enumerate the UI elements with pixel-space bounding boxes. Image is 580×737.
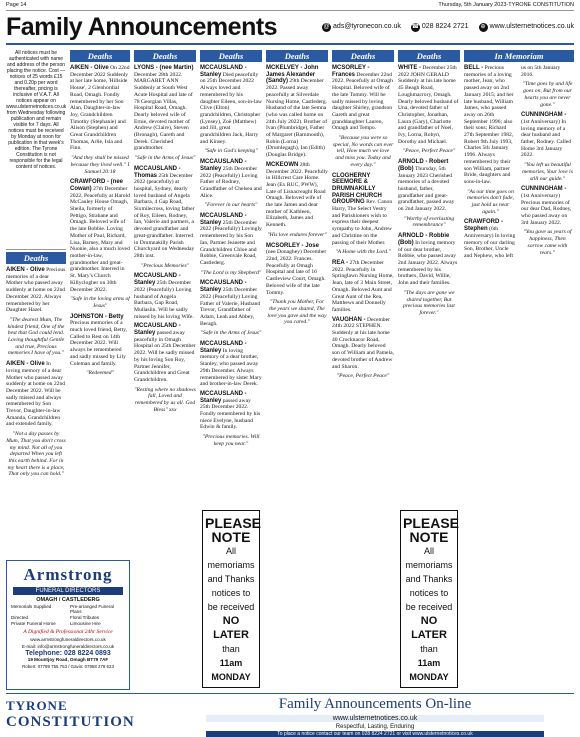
notice-entry [332, 173, 394, 247]
phone-icon: ☎ [411, 23, 420, 30]
service-item: Private Funeral Home [11, 621, 56, 626]
top-line [6, 2, 574, 11]
col3-entries [134, 65, 196, 413]
notice-verse: "Time goes by and life goes on, But from our hearts you are never gone." [522, 81, 573, 108]
notice-verse: "Safe in God's keeping" [204, 148, 258, 155]
notice-verse: "Peace, Perfect Peace" [402, 148, 456, 155]
col7-entries [398, 65, 460, 317]
armstrong-services [7, 603, 129, 627]
notice-text: 27th December 2022. Peacefully at Harold McCauley House Omagh, Sheila, formerly of Pettigo, Strabane and Omagh. Beloved wife of the late Bobbie. Loving Mother of Paul, Richard, Lisa, Barney, Mary and Nuonie, also a much loved mother-in-law, grandmother and great-grandmother. Interred in St. Mary's Church Killyclogher on 30th December 2022. [70, 185, 130, 293]
notice-text: Precious memories of a much loved friend, Betty, Called to Rest on 14th December 2022. Will always be remembered and sadly missed by Lily Coleman and family. [70, 320, 127, 367]
tyrone-constitution-logo: TYRONE CONSTITUTION [6, 698, 135, 730]
notice-text: passed away 25th December 2022. Fondly remembered by his niece Evelyne, husband Edwin & family. [200, 397, 261, 431]
armstrong-telephone: Telephone: 028 8224 0893 [25, 650, 111, 657]
notice-entry [266, 65, 328, 159]
notice-verse: "Redeemed" [86, 370, 114, 377]
online-title: Family Announcements On-line [278, 696, 472, 712]
column-8 [464, 50, 574, 690]
notice-text: (1st Anniversary) In loving memory of a dear husband and father, Rodney. Called Home 3rd January 2022. [521, 118, 572, 159]
notice-text: Precious memories of a loving mother, Jean, who passed away on 2nd January 2015; and her late husband, William James, who passed away on 26th September 1996; also their sons; Richard 27th September 1982, Robert 9th July 1993, Charles 5th January 1996. Always remembered by their son William, partner Bride, daughters and sons-in-law. [464, 65, 514, 185]
notice-text: In loving memory of a dear brother, Stanley, who passed away 29th December. Always remembered by sister Mary and brother-in-law Derek. [200, 347, 262, 388]
col5-entries [266, 65, 328, 326]
notice-name: AIKEN - Olive [6, 267, 45, 273]
notice-text: (nee Donaghey) December 22nd, 2022. Frances. Peacefully at Omagh Hospital and late of 16 Castleview Court, Omagh. Beloved wife of the late Tommy. [266, 249, 327, 296]
notice-name: MCCAUSLAND - Thomas [134, 165, 181, 179]
notice-entry [200, 159, 262, 199]
column-5 [266, 50, 328, 690]
notice-name: CRAWFORD - Stephen [464, 219, 503, 233]
online-contact-note: To place a notice contact our team on 028 8224 2721 or visit www.ulsternetnotices.co.uk [206, 731, 544, 737]
notice-name: MCSORLEY - Frances [332, 65, 370, 78]
notice-name: MCCAUSLAND - Stanley [134, 273, 181, 287]
armstrong-address: 19 Mountjoy Road, Omagh BT79 7AF [27, 657, 109, 662]
notice-entry [266, 243, 328, 297]
column-6 [332, 50, 394, 690]
notice-name: CUNNINGHAM - [521, 112, 567, 119]
notice-name: AIKEN - Olive [6, 361, 45, 368]
notice-name: BELL - [464, 65, 484, 71]
notice-verse: "Worthy of everlasting remembrance" [403, 215, 455, 229]
notice-verse: "Thank you Mother, For the years we shared, The love you gave and the way you cared." [267, 299, 327, 326]
notice-entry [521, 186, 574, 226]
notice-text: 29th December 2022. Passed away peacefully at Silverdale Nursing Home, Castlederg. Husband of the late Semna (who was called home on 24th July 2022). Brother of Ivan (Plumbridge), Father of Margaret (Barnmouth), Robin (Lorna) (Drumlegagh), Ian (Edith) (Douglas Bridge). [266, 78, 328, 159]
notice-name: MCKELVEY - John James Alexander (Sandy) [266, 65, 319, 85]
notice-name: MCCAUSLAND - Stanley [200, 159, 247, 172]
notice-entry [332, 65, 394, 132]
web-contact[interactable]: ⊕ www.ulsternetnotices.co.uk [480, 22, 574, 30]
notice-entry [200, 391, 262, 431]
notice-entry [6, 267, 66, 314]
notice-name: CRAWFORD - (nee Cowan) [70, 179, 123, 192]
notice-entry [134, 65, 196, 152]
notice-entry [200, 280, 262, 327]
armstrong-web[interactable]: www.armstrongfuneraldirectors.co.uk [30, 637, 106, 642]
page-number: Page 14 [6, 2, 27, 8]
notice-entry [200, 65, 262, 145]
notice-name: MCCAUSLAND - Stanley [200, 213, 247, 226]
notice-text: 27th December 2022. Peacefully in Springlawn Nursing Home, Jean, late of 3 Main Street, Omagh. Beloved Aunt and Great Aunt of the Rea, Matthews and Donnelly families. [332, 259, 394, 313]
notice-verse: "The dearest Mum, The kindest friend, One of the best that God could lend. Loving thoughtful Gentle and true, Precious memories I have of you." [7, 316, 65, 357]
notice-entry [6, 361, 66, 428]
notice-verse: "You left us beautiful memories, Your love is still our guide." [522, 162, 573, 182]
notice-verse: "Not a day passes by Mum, That you don't cross my mind. Not all of you departed When you left this earth behind. For in my heart there is a place, That only you can hold." [6, 431, 66, 478]
col4-entries [200, 65, 262, 448]
armstrong-subtitle: FUNERAL DIRECTORS [13, 587, 123, 595]
notice-name: MCCAUSLAND - Stanley [200, 280, 247, 294]
notice-text: 25th December 2022 (Peacefully) Loving Father of Rodney, Grandfather of Chelsea and Alice. [200, 165, 262, 199]
phone-contact[interactable]: ☎ 028 8224 2721 [411, 22, 469, 30]
notice-verse: "The days are gone we shared together, But precious memories last forever." [403, 289, 455, 316]
notice-name: VAUGHAN - [332, 316, 366, 323]
notice-text: Thursday, 5th January 2023 Cherished memories of a devoted husband, father, grandfather and great-grandfather, passed away on 2nd January 2022. [398, 165, 455, 213]
col2-entries [70, 65, 130, 377]
notice-text: In loving memory of a dear Mother who passed away suddenly at home on 22nd December 2022. Will be sadly missed and always remembered by Son Trevor, Daughter-in-law Amanda, Grandchildren and extended family. [6, 361, 66, 428]
deaths-banner: Deaths [70, 50, 130, 62]
armstrong-town: OMAGH / CASTLEDERG [36, 597, 100, 603]
notice-text: 25th December 2022 (Peacefully) Loving Father of Valerie, Husband Trevor, Grandfather of Adam, Leah and Abbey, Beragh. [200, 287, 261, 327]
in-memoriam-banner: In Memoriam [464, 50, 574, 62]
notice-verse: "A Home with the Lord." [335, 249, 391, 256]
notice-name: MCKEOWN [266, 161, 299, 168]
notice-verse: "You gave us years of happiness, Then sorrow came with tears." [523, 229, 572, 256]
notice-entry [134, 166, 196, 260]
email-icon: @ [323, 23, 330, 30]
notice-name: WHITE - [398, 65, 421, 71]
notice-text: In loving memory of our dear brother, Robbie, who passed away 2nd January 2022. Always remembered by his brothers, David, Willie, John and their families. [398, 239, 458, 287]
deaths-banner: Deaths [266, 50, 328, 62]
please-note-box: PLEASE NOTE All memoriams and Thanks notices to be received NO LATER than 11am MONDAY [202, 510, 260, 688]
col8-entries [464, 65, 574, 260]
col1-entries [6, 267, 66, 478]
notice-text: December 22nd 2022. Peacefully at Omagh Hospital. Beloved wife of the late Tommy. Will be sadly missed by loving daughter Shirley, grandson Gareth and great granddaughter Lauren, Omagh and Tempo. [332, 71, 393, 132]
notice-name: MCCAUSLAND - Stanley [200, 341, 247, 354]
online-url[interactable]: www.ulsternetnotices.co.uk [206, 715, 544, 722]
contact-bar [322, 23, 574, 32]
notice-entry [70, 65, 130, 152]
notice-text: 25th December 2022 (Peacefully) Loving husband of Angela Barbara, Gap Road, Mullaslin. Will be sadly missed by his loving Wife. [134, 280, 194, 320]
notice-text: December 25th 2022 JOHN GERALD Suddenly at his late home 45 Beagh Road, Loughmacrory, Omagh. Dearly beloved husband of Una, devoted father of Christopher, Jonathan, Laura (Gary), Charlotte and grandfather of Noel, Ivy, Lorna, Robyn, Dorothy and Michael. [398, 65, 459, 145]
notice-box: All notices must be authenticated with name and address of the person placing the notice. Cost — notices of 25 words £15 and 0.20p per word thereafter, pricing is inclusive of V.A.T. All notices appear on www.ulsternetnotices.co.uk from Wednesday following publication and remain visible for 7 days. All notices must be received by Monday at noon for publication in that week's edition. The Tyrone Constitution is not responsible for the legal content of notices. [6, 50, 66, 250]
notice-name: ARNOLD - Robbie (Bob) [398, 233, 450, 246]
notice-verse: "Because you were so special, No words can ever tell, How much we love and miss you. Today and every day." [332, 135, 394, 168]
notice-text: passed away peacefully in Omagh Hospital on 25th December 2022. Will be sadly missed by his loving Son Roy, Partner Jennifer, Grandchildren and Great Grandchildren. [134, 330, 196, 383]
service-item: Pre-arranged Funeral Plans [70, 604, 114, 614]
notice-verse: "Precious memories. Will keep you near." [202, 434, 260, 447]
notice-name: MCCAUSLAND - Stanley [200, 65, 247, 78]
column-3 [134, 50, 196, 690]
column-4 [200, 50, 262, 505]
notice-entry [398, 233, 460, 287]
deaths-banner: Deaths [134, 50, 196, 62]
notice-entry [200, 341, 262, 388]
masthead [6, 12, 574, 42]
armstrong-mobiles: Robert: 07799 755 753 / Gavin: 07958 278 623 [22, 663, 114, 669]
notice-verse: "His love endures forever" [267, 231, 327, 238]
notice-verse: "Safe in the Arms of Jesus" [200, 330, 262, 337]
notice-name: LYONS - (nee Martin) [134, 65, 194, 71]
deaths-banner: Deaths [200, 50, 262, 62]
notice-text: December 28th 2022. MARGARET ANN Suddenly at South West Acute Hospital and late of 78 Georgian Villas, Hospital Road, Omagh. Dearly beloved wife of Ernie, devoted mother of Andrew (Claire), Steven (Bronagh), Gareth and Derek. Cherished grandmother. [134, 71, 193, 152]
notice-verse: "As our time goes on memories don't fade, just hold us near again." [467, 188, 514, 215]
service-item: Limousine Hire [70, 621, 101, 626]
notice-entry [398, 159, 460, 213]
notice-name: ARNOLD - Robert (Bob) [398, 159, 449, 172]
notice-name: JOHNSTON - Betty [70, 313, 124, 320]
column-2 [70, 50, 130, 555]
service-item: Directed [11, 615, 29, 620]
dateline: Thursday, 5th January 2023-TYRONE CONSTITUTION [438, 2, 574, 8]
notice-verse: "Forever in our hearts" [204, 202, 258, 209]
notice-verse: "The Lord is my Shepherd" [200, 269, 262, 276]
notice-name: REA - [332, 259, 349, 266]
notice-entry [332, 260, 394, 314]
notice-text: 28th December 2022. Peacefully in Hillcrest Care Home. Jean (Ex RUC, PWW), Late of Lisnacreaght Road Omagh. Beloved wife of the late James and dear mother of Kathleen, Elizabeth, James and Kenneth. [266, 161, 328, 229]
armstrong-funeral-ad [6, 560, 130, 690]
notice-entry [332, 317, 394, 371]
deaths-banner: Deaths [398, 50, 460, 62]
online-promo [176, 694, 574, 737]
col6-entries [332, 65, 394, 380]
notice-entry [70, 314, 130, 368]
notice-entry [200, 213, 262, 267]
notice-name: MCCAUSLAND - Stanley [134, 323, 181, 337]
deaths-banner: Deaths [332, 50, 394, 62]
notice-name: CUNNINGHAM - [521, 186, 567, 193]
notice-text: (6th Anniversary) In loving memory of our darling Son, Brother, Uncle and Nephew, who left us on 5th January 2016. [464, 65, 561, 259]
globe-icon: ⊕ [480, 23, 486, 30]
header-rule [6, 43, 574, 45]
service-item: Memorials Supplied [11, 604, 52, 609]
notice-entry [521, 112, 574, 159]
online-tagline: Respectful, Lasting, Enduring [335, 724, 415, 730]
armstrong-tagline: A Dignified & Professional 24hr Service [23, 629, 113, 635]
notice-text: Rev. Canon Harry, The Select Vestry and Parishioners wish to express their deepest sympathy to John, Andrew and Christine on the passing of their Mother. [332, 199, 393, 246]
notice-name: AIKEN - Olive [70, 65, 109, 71]
notice-text: 25th December 2022 (Peacefully) Lovingly remembered by his Son Ian, Partner Jeanette and Grandchildren Chloe and Robbie, Greenvale Road, Castlederg. [200, 219, 262, 266]
notice-text: December 24th 2022 STEPHEN. Suddenly at his late home 40 Crocknacor Road, Omagh. Dearly beloved son of William and Pamela, devoted brother of Andrew and Sharon. [332, 316, 394, 370]
footer-banner [6, 693, 574, 737]
notice-entry [134, 323, 196, 383]
service-item: Floral Tributes [70, 615, 100, 620]
notice-entry [398, 65, 460, 145]
please-note-box-right: PLEASE NOTE All memoriams and Thanks notices to be received NO LATER than 11am MONDAY [400, 510, 458, 688]
notice-entry [70, 179, 130, 293]
armstrong-email[interactable]: E-mail: info@armstrongfuneraldirectors.co.uk [21, 643, 115, 649]
notice-text: 25th December 2022 (peacefully) at hospital, Sydney, dearly loved husband of Angela Barbara, 4 Gap Road, Sixmilecross, loving father of Roy, Eileen, Rodney, Ian, Valerie and partners, a devoted grandfather and great-grandfather. Interred in Drumnakilly Parish Churchyard on Wednesday 28th inst. [134, 172, 195, 259]
notice-text: (1st Anniversary) Precious memories of our dear Dad, Rodney, who passed away on 3rd January 2022. [521, 192, 572, 226]
notice-entry [266, 162, 328, 229]
notice-verse: "Peace, Perfect Peace" [336, 373, 390, 380]
email-contact[interactable]: @ ads@tyronecon.co.uk [323, 22, 401, 30]
notice-entry [134, 273, 196, 320]
notice-text: On 22nd December 2022 Suddenly at her late home, 'Hillside House', 2 Glenhordial Road, Omagh. Fondly remembered by her Son Alan, Daughter-in-law Joy, Grandchildren Timothy (Stephanie) and Alison (Stephen) and Great Grandchildren Thomas, Arlie, Isla and Finn. [70, 65, 130, 152]
column-1 [6, 50, 66, 555]
notice-verse: "Safe in the loving arms of Jesus" [70, 296, 130, 309]
column-7 [398, 50, 460, 505]
notice-name: CLOGHERNY SEEMORE & DRUMNAKILLY PARISH CHURCH GROUPING [332, 172, 382, 206]
notice-verse: "Precious Memories" [140, 262, 190, 269]
notice-verse: "And they shall be missed because they lived well." I Samuel 20:18 [70, 155, 130, 175]
notice-text: Precious memories of a dear Mother who passed away suddenly at home on 22nd December 2022. Always remembered by her Daughter Hazel. [6, 267, 66, 314]
notice-text: Died peacefully on 25th December 2022 Always loved and remembered by his daughter Eileen, son-in-law Clive (Elton) grandchildren, Christopher (Lynsey), Zoë (Matthew) and Jill, great grandchildren Jack, Harry and Kinsey. [200, 71, 262, 145]
page-title: Family Announcements [6, 12, 278, 41]
notice-entry [464, 65, 517, 186]
notice-verse: "Safe in the Arms of Jesus" [134, 155, 196, 162]
notice-name: MCCAUSLAND - Stanley [200, 390, 247, 404]
armstrong-logo: Armstrong [23, 565, 113, 584]
notice-verse: "Resting where no shadows fall, Loved and remembered by us all. God Bless" xxx [134, 386, 196, 413]
notice-name: MCSORLEY - Jose [266, 242, 319, 249]
deaths-banner: Deaths [6, 252, 66, 264]
